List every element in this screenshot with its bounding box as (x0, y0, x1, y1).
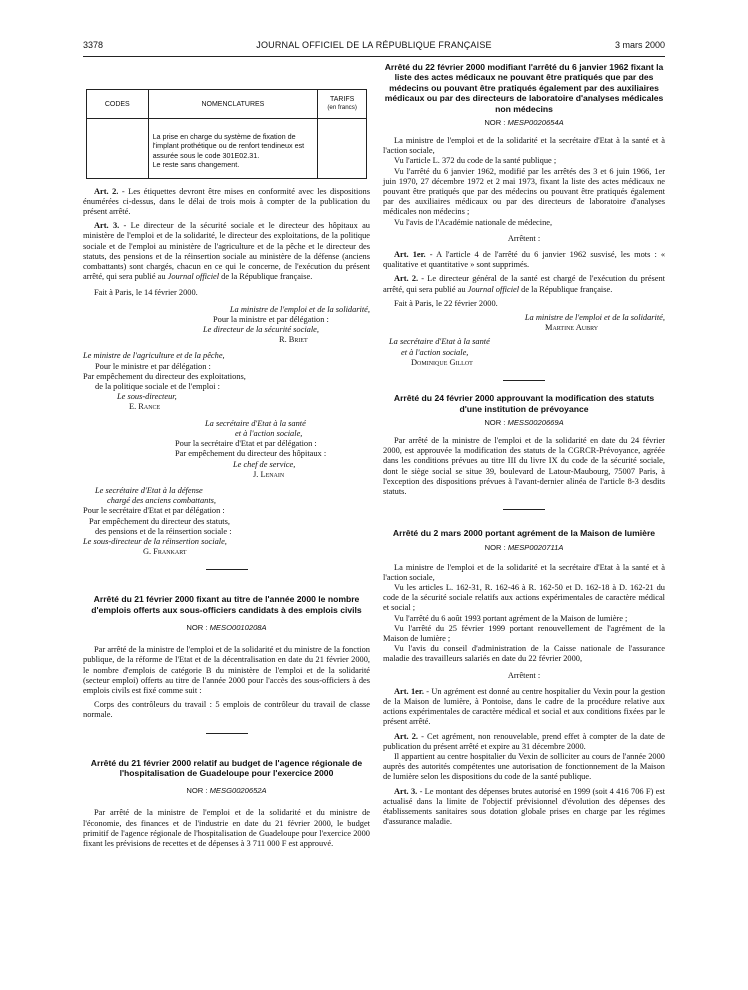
article-2: Art. 2. - Les étiquettes devront être mises en conformité avec les dispositions énumérées ci-dessus, dans le délai de trois mois à compter de la publication du présent arrêté. (83, 186, 371, 217)
article-1: Art. 1er. - A l'article 4 de l'arrêté du 6 janvier 1962 susvisé, les mots : « qualitative et quantitative » sont supprimés. (383, 250, 666, 270)
issue-date: 3 mars 2000 (614, 40, 665, 50)
decree-paragraph: Vu l'avis du conseil d'administration de la Caisse nationale de l'assurance maladie des travailleurs salariés en date du 22 février 2000, (383, 644, 665, 664)
nor-reference: NOR : MESG0020652A (186, 786, 267, 796)
decree-title-emplois: Arrêté du 21 février 2000 fixant au titre de l'année 2000 le nombre d'emplois offerts aux sous-officiers candidats à des emplois civils (91, 594, 362, 615)
decree-title-guadeloupe: Arrêté du 21 février 2000 relatif au budget de l'agence régionale de l'hospitalisation de Guadeloupe pour l'exercice 2000 (90, 757, 363, 778)
nomenclature-text: La prise en charge du système de fixation de l'implant prothétique ou de renfort tendineux est assurée sous le code 301E02.31. (152, 132, 305, 160)
decree-paragraph: Vu l'article L. 372 du code de la santé publique ; (394, 156, 557, 166)
decree-paragraph: Vu l'arrêté du 6 août 1993 portant agrément de la Maison de lumière ; (394, 613, 628, 623)
right-column (383, 62, 665, 827)
decree-paragraph: Vu l'arrêté du 6 janvier 1962, modifié par les arrêtés des 3 et 6 juin 1966, 1er juin 1970, 27 décembre 1972 et 2 mai 1973, fixant la liste des actes médicaux ne pouvant être pratiqués que par des médecins ou pouvant être pratiqués également par des auxiliaires médicaux ou par des directeurs de laboratoire d'analyses médicales non médecins ; (383, 166, 665, 217)
col-codes-header: CODES (87, 90, 149, 119)
signature-block: La ministre de l'emploi et de la solidarité, Pour la ministre et par délégation : Le directeur de la sécurité sociale, R. Briet Le ministre de l'agriculture et de la pêche, Pour le ministre et par délégation : Par empêchement du directeur des exploitations, de la politique sociale et de l'emploi : Le sous-directeur, E. Rance La secrétaire d'Etat à la santé et à l'action sociale, Pour la secrétaire d'Etat et par délégation : Par empêchement du directeur des hôpitaux : Le chef de service, J. Lenain Le secrétaire d'Etat à la défense chargé des anciens combattants, Pour le secrétaire d'Etat et par délégation : Par empêchement du directeur des statuts, des pensions et de la réinsertion sociale : Le sous-directeur de la réinsertion sociale, G. Frankart (83, 304, 370, 557)
page-header (83, 40, 665, 54)
decree-paragraph: Vu l'avis de l'Académie nationale de médecine, (394, 217, 553, 227)
col-tarifs-header: TARIFS (en francs) (318, 90, 367, 119)
arretent-heading: Arrêtent : (507, 670, 541, 680)
decree-paragraph: Il appartient au centre hospitalier du Vexin de solliciter au cours de l'année 2000 auprès des autorités compétentes une autorisation de fonctionnement de la Maison de lumière selon les dispositions du code de la santé publique. (383, 751, 665, 782)
decree-paragraph: Par arrêté de la ministre de l'emploi et de la solidarité et du ministre de l'économie, des finances et de l'industrie en date du 21 février 2000, le budget primitif de l'agence régionale de l'hospitalisation de Guadeloupe pour l'exercice 2000 fixant les prévisions de recettes et de dépenses à 3 711 000 F est approuvé. (83, 808, 370, 848)
signature-block: La ministre de l'emploi et de la solidarité, Martine Aubry La secrétaire d'Etat à la santé et à l'action sociale, Dominique Gillot (389, 313, 665, 367)
decree-paragraph: Par arrêté de la ministre de l'emploi et de la solidarité en date du 24 février 2000, est approuvée la modification des statuts de la CGRCR-Prévoyance, agréée dans les conditions prévues au titre III du livre IX du code de la sécurité sociale, dont le siège social se situe 39, boulevard de Latour-Maubourg, 75007 Paris, à l'exception des dispositions prévues à l'avant-dernier alinéa de l'article 8-3 desdits statuts. (383, 435, 665, 496)
decree-title-maison-de-lumiere: Arrêté du 2 mars 2000 portant agrément de la Maison de lumière (392, 528, 656, 539)
nor-reference: NOR : MESO0010208A (186, 623, 267, 633)
decree-title-actes-medicaux: Arrêté du 22 février 2000 modifiant l'arrêté du 6 janvier 1962 fixant la liste des actes médicaux ne pouvant être pratiqués que par des médecins ou pouvant être pratiqués également par des auxiliaires médicaux ou par des directeurs de laboratoire d'analyses médicales non médecins (384, 62, 664, 114)
page-number: 3378 (83, 40, 104, 50)
article-2: Art. 2. - Cet agrément, non renouvelable, prend effet à compter de la date de publication du présent arrêté et expire au 31 décembre 2000. (383, 731, 665, 751)
article-3: Art. 3. - Le montant des dépenses brutes autorisé en 1999 (soit 4 416 706 F) est actualisé dans la limite de l'objectif prévisionnel d'évolution des dépenses des établissements sanitaires sous dotation globale prises en charge par les régimes d'assurance maladie. (383, 786, 665, 827)
nomenclature-cell (148, 119, 318, 179)
col-nomenclatures-header: NOMENCLATURES (148, 90, 318, 119)
decree-paragraph: Vu l'arrêté du 25 février 1999 portant renouvellement de l'agrément de la Maison de lumière ; (383, 623, 665, 643)
tarifs-cell (318, 119, 367, 179)
fait-a-paris: Fait à Paris, le 14 février 2000. (94, 288, 198, 298)
fait-a-paris: Fait à Paris, le 22 février 2000. (394, 298, 498, 308)
decree-paragraph: Corps des contrôleurs du travail : 5 emplois de contrôleur du travail de classe normale. (83, 700, 370, 720)
codes-cell (87, 119, 149, 179)
journal-title: JOURNAL OFFICIEL DE LA RÉPUBLIQUE FRANÇAISE (256, 40, 492, 50)
nor-reference: NOR : MESP0020711A (484, 542, 564, 552)
article-2: Art. 2. - Le directeur général de la santé est chargé de l'exécution du présent arrêté, qui sera publié au Journal officiel de la République française. (383, 274, 665, 294)
decree-paragraph: La ministre de l'emploi et de la solidarité et la secrétaire d'Etat à la santé et à l'action sociale, (383, 136, 665, 156)
header-rule (83, 56, 665, 57)
article-1: Art. 1er. - Un agrément est donné au centre hospitalier du Vexin pour la gestion de la Maison de lumière, à Pontoise, dans le cadre de la procédure relative aux actions expérimentales de caractère médical et social et aux conditions fixées par le présent arrêté. (383, 686, 666, 727)
decree-paragraph: Par arrêté de la ministre de l'emploi et de la solidarité et du ministre de la fonction publique, de la réforme de l'Etat et de la décentralisation en date du 21 février 2000, le nombre d'emplois de catégorie B du ministère de l'emploi et de la solidarité (secteur emploi) offerts au titre de l'année 2000 pour l'accès des sous-officiers à des emplois civils est fixé comme suit : (83, 645, 370, 695)
arretent-heading: Arrêtent : (507, 233, 541, 243)
nomenclature-note: Le reste sans changement. (152, 160, 240, 170)
left-column (83, 62, 370, 849)
article-3: Art. 3. - Le directeur de la sécurité sociale et le directeur des hôpitaux au ministère de l'emploi et de la solidarité, le directeur des exploitations, de la politique sociale et de l'emploi au ministère de l'agriculture et de la pêche et le directeur des statuts, des pensions et de la réinsertion sociale au ministère de la défense (anciens combattants) sont chargés, chacun en ce qui le concerne, de l'exécution du présent arrêté, qui sera publié au Journal officiel de la République française. (83, 221, 370, 282)
nor-reference: NOR : MESP0020654A (484, 118, 564, 128)
codes-table (86, 89, 367, 179)
decree-title-prevoyance: Arrêté du 24 février 2000 approuvant la modification des statuts d'une institution de prévoyance (393, 393, 655, 414)
decree-paragraph: Vu les articles L. 162-31, R. 162-46 à R. 162-50 et D. 162-18 à D. 162-21 du code de la sécurité sociale relatifs aux actions expérimentales de caractère médical et social ; (383, 582, 665, 613)
decree-paragraph: La ministre de l'emploi et de la solidarité et la secrétaire d'Etat à la santé et à l'action sociale, (383, 562, 665, 582)
nor-reference: NOR : MESS0020669A (484, 417, 564, 427)
